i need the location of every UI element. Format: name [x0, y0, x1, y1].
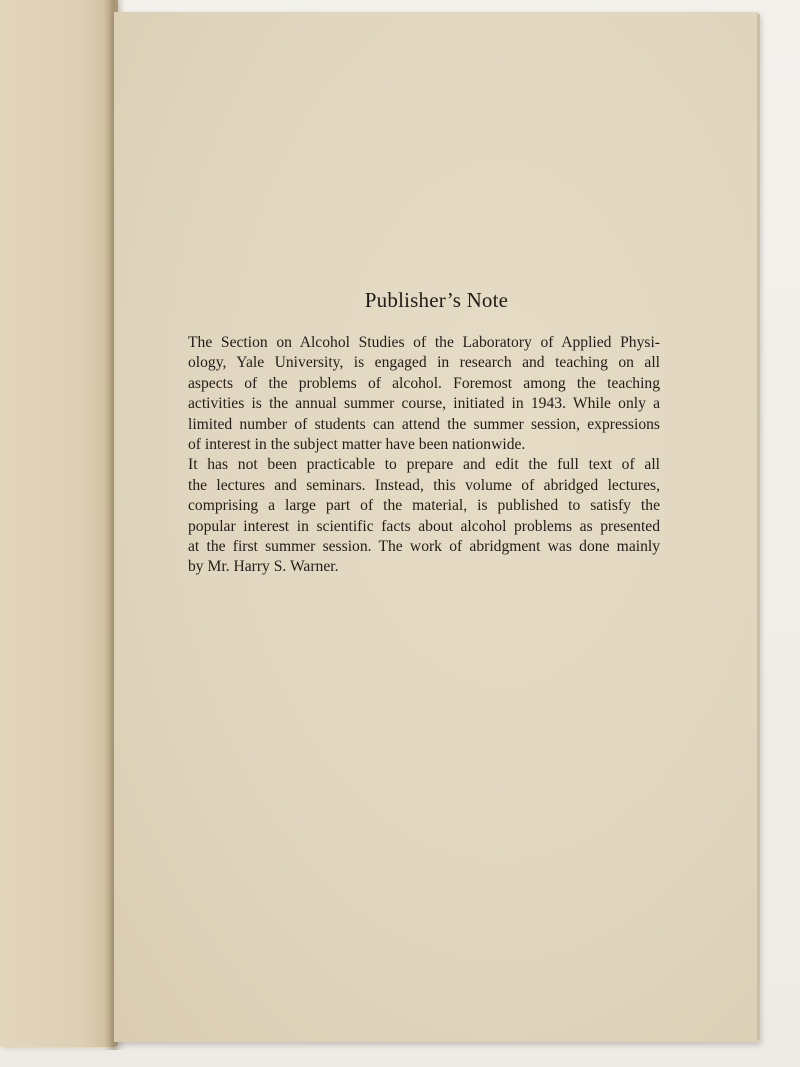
bleed-through-text [6, 118, 96, 178]
note-body [174, 333, 660, 578]
text-line: comprising a large part of the material, is published to satisfy the [188, 497, 660, 515]
text-line: The Section on Alcohol Studies of the Laboratory of Applied Physi- [188, 334, 660, 351]
page-title: Publisher’s Note [364, 288, 509, 312]
text-line: the lectures and seminars. Instead, this volume of abridged lectures, [188, 476, 660, 494]
paragraph-2 [174, 455, 660, 577]
page-edge [757, 14, 760, 1040]
text-line: at the first summer session. The work of abridgment was done mainly [188, 538, 660, 556]
text-line: ology, Yale University, is engaged in research and teaching on all [188, 354, 660, 372]
text-line: aspects of the problems of alcohol. Foremost among the teaching [188, 374, 660, 392]
paragraph-1 [174, 333, 660, 455]
text-line: It has not been practicable to prepare and edit the full text of all [188, 456, 660, 474]
text-line: activities is the annual summer course, initiated in 1943. While only a [188, 395, 660, 413]
text-line: by Mr. Harry S. Warner. [188, 558, 339, 576]
text-line: limited number of students can attend the summer session, expressions [188, 415, 660, 433]
text-line: of interest in the subject matter have been nationwide. [188, 436, 526, 454]
text-line: popular interest in scientific facts about alcohol problems as presented [188, 517, 660, 535]
